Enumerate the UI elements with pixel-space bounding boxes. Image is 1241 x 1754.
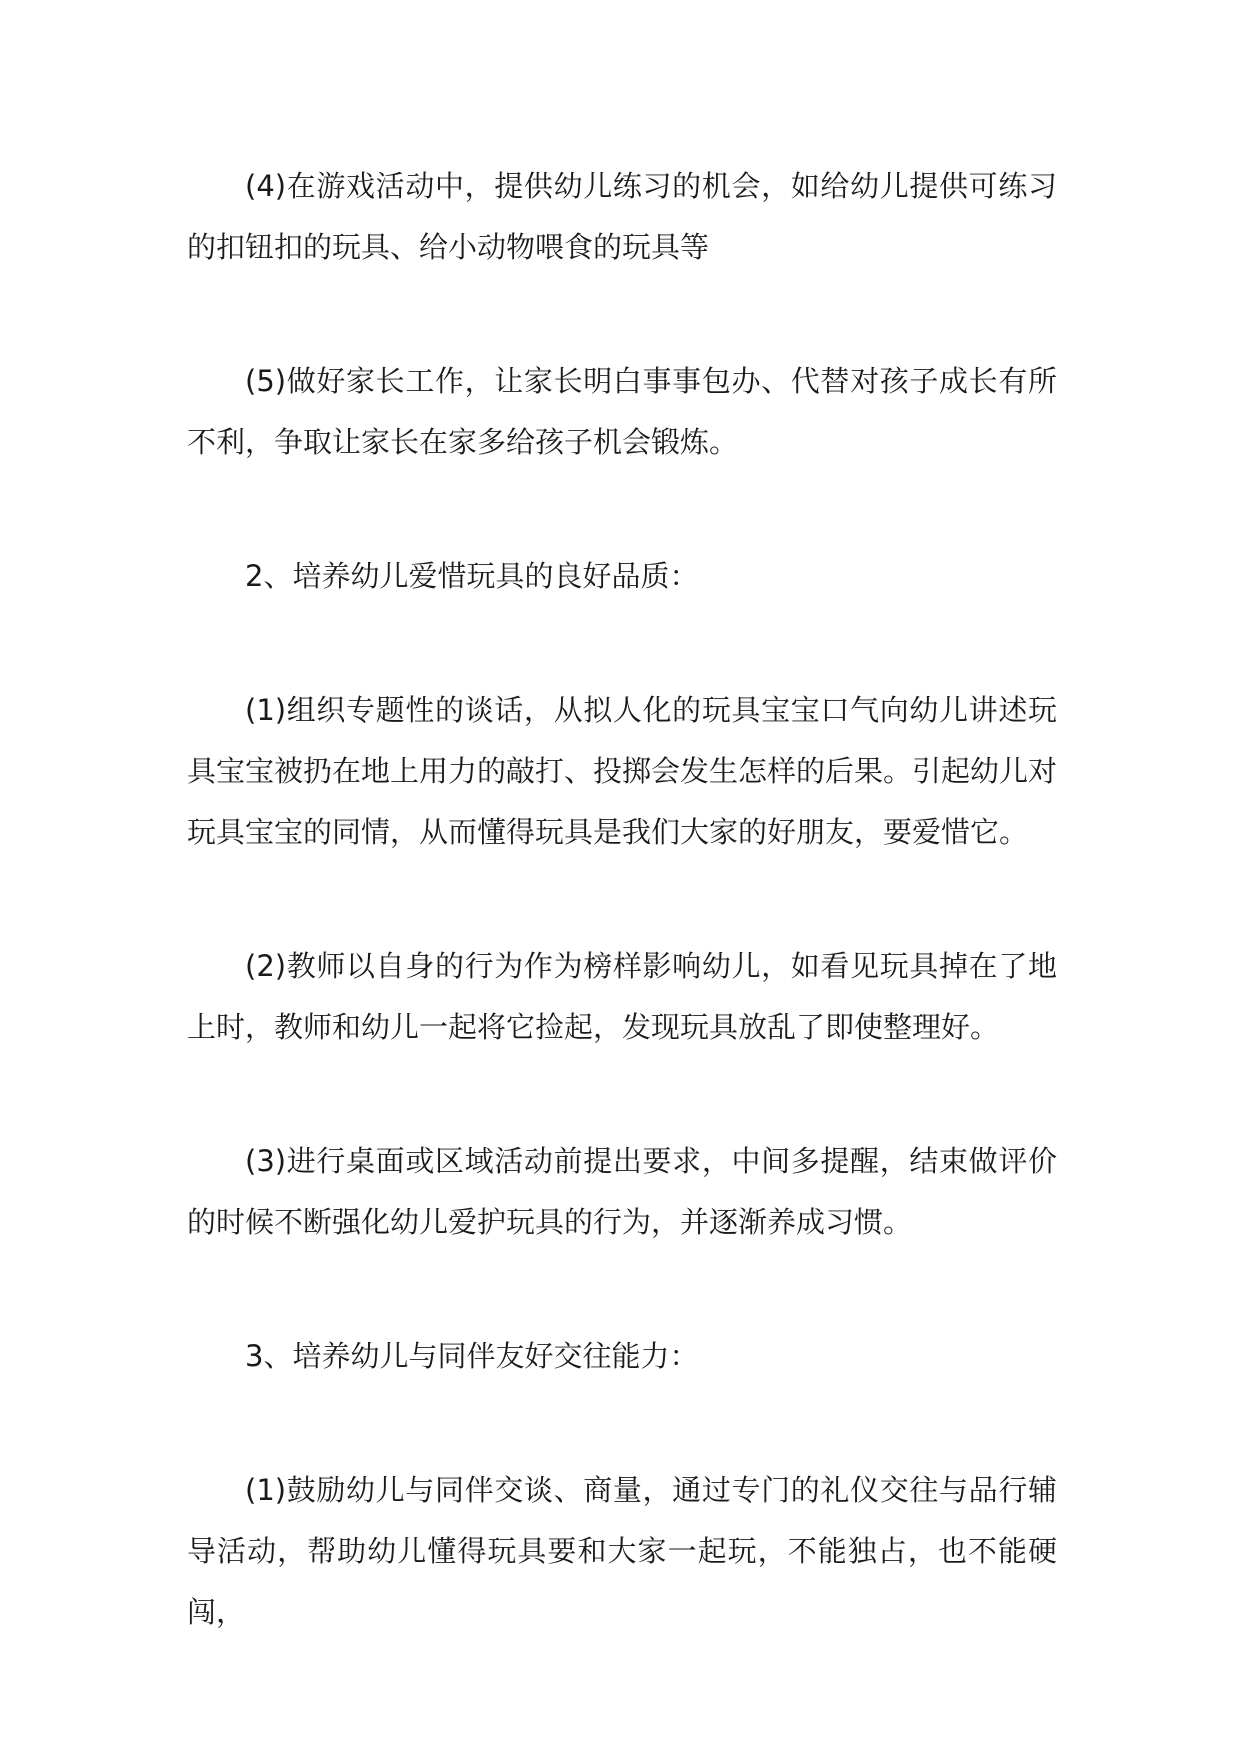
document-body	[187, 156, 1057, 1643]
paragraph-item-3-1: (1)鼓励幼儿与同伴交谈、商量，通过专门的礼仪交往与品行辅导活动，帮助幼儿懂得玩具要和大家一起玩，不能独占，也不能硬闯，	[187, 1473, 1057, 1629]
paragraph-item-2-1: (1)组织专题性的谈话，从拟人化的玩具宝宝口气向幼儿讲述玩具宝宝被扔在地上用力的敲打、投掷会发生怎样的后果。引起幼儿对玩具宝宝的同情，从而懂得玩具是我们大家的好朋友，要爱惜它。	[187, 693, 1058, 849]
section-heading-3: 3、培养幼儿与同伴友好交往能力：	[245, 1339, 699, 1373]
paragraph-item-2-3: (3)进行桌面或区域活动前提出要求，中间多提醒，结束做评价的时候不断强化幼儿爱护玩具的行为，并逐渐养成习惯。	[187, 1144, 1057, 1239]
paragraph-item-2-2: (2)教师以自身的行为作为榜样影响幼儿，如看见玩具掉在了地上时，教师和幼儿一起将它捡起，发现玩具放乱了即使整理好。	[187, 949, 1057, 1044]
paragraph-item-5: (5)做好家长工作，让家长明白事事包办、代替对孩子成长有所不利，争取让家长在家多给孩子机会锻炼。	[187, 364, 1057, 459]
paragraph-item-4: (4)在游戏活动中，提供幼儿练习的机会，如给幼儿提供可练习的扣钮扣的玩具、给小动物喂食的玩具等	[187, 169, 1057, 264]
section-heading-2: 2、培养幼儿爱惜玩具的良好品质：	[245, 559, 699, 593]
